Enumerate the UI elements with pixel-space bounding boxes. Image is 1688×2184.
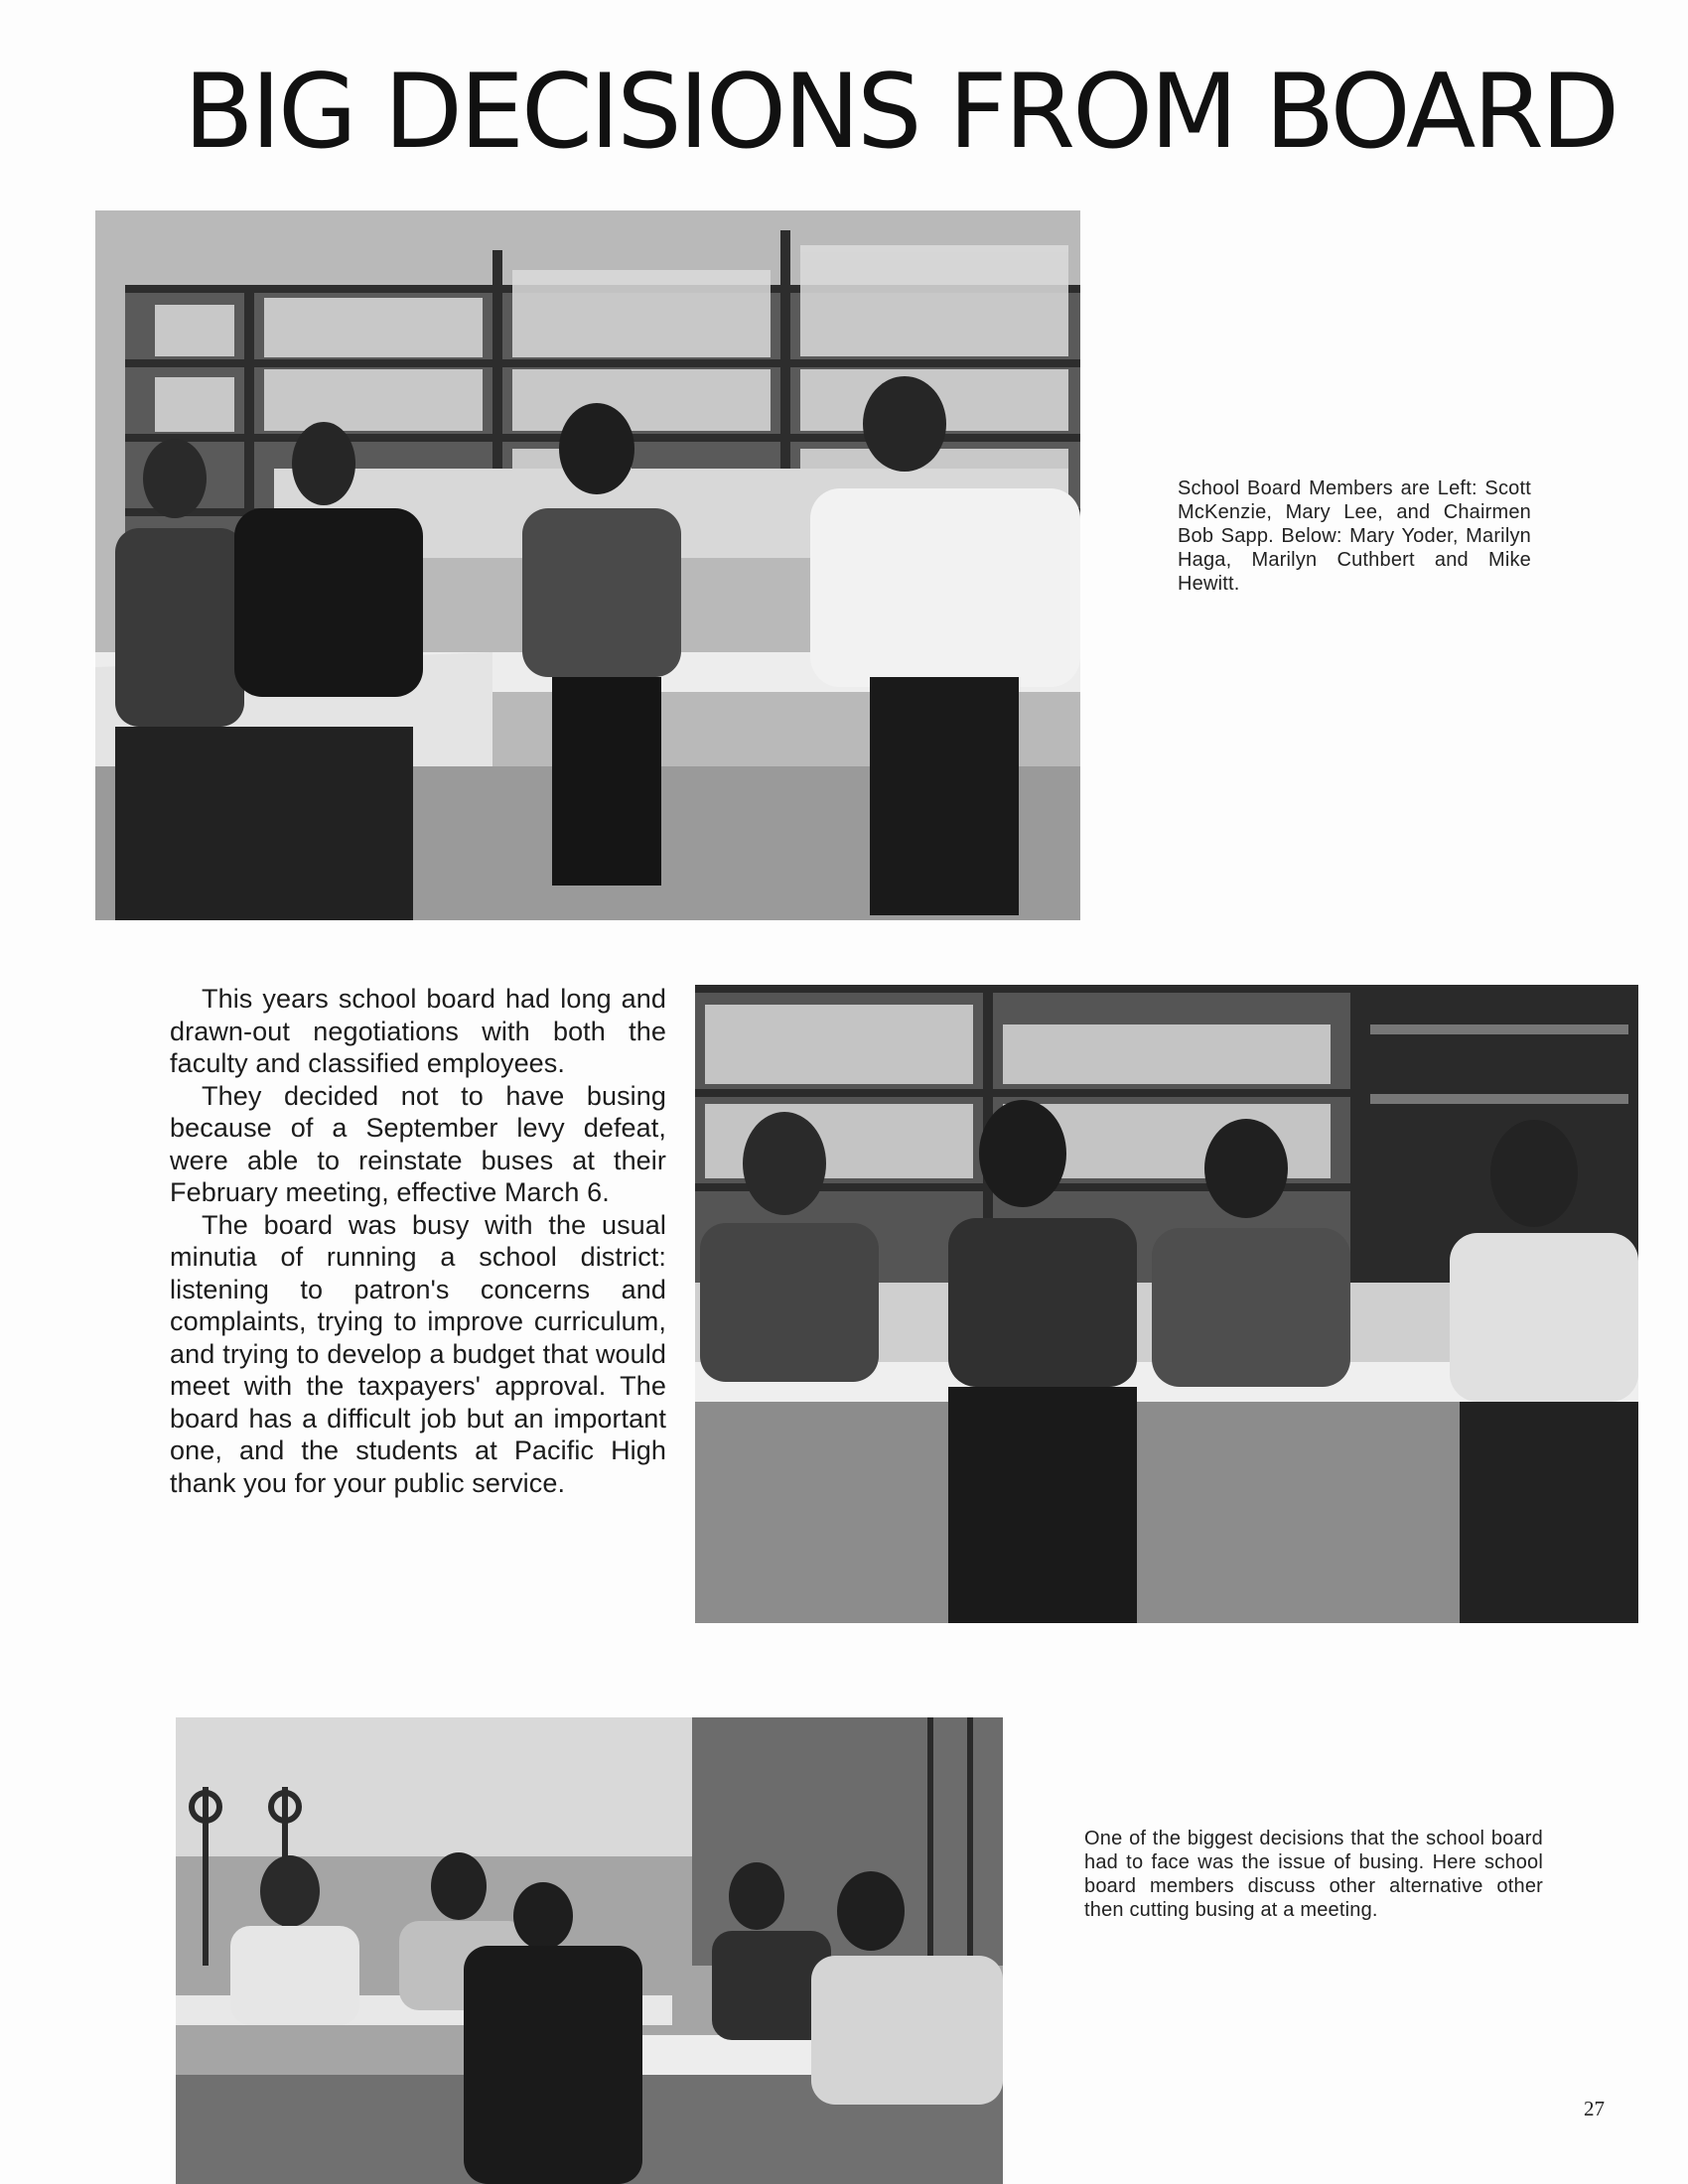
board-members-photo-top [95, 210, 1080, 920]
page-number: 27 [1584, 2097, 1605, 2120]
article-paragraph: The board was busy with the usual minutia of running a school district: listening to patron's concerns and complaints, trying to improve curriculum, and trying to develop a budget that would meet with the taxpayers' approval. The board has a difficult job but an important one, and the students at Pacific High thank you for your public service. [170, 1209, 666, 1498]
photo-caption-top: School Board Members are Left: Scott McKenzie, Mary Lee, and Chairmen Bob Sapp. Below: Mary Yoder, Marilyn Haga, Marilyn Cuthbert and Mike Hewitt. [1178, 478, 1531, 595]
article-paragraph: This years school board had long and drawn-out negotiations with both the faculty and classified employees. [170, 984, 666, 1078]
article-paragraph: They decided not to have busing because of a September levy defeat, were able to reinstate buses at their February meeting, effective March 6. [170, 1080, 666, 1207]
board-members-photo-middle [695, 985, 1638, 1623]
board-meeting-bottom-image [176, 1717, 1003, 2184]
board-meeting-photo-bottom [176, 1717, 1003, 2184]
page-title: BIG DECISIONS FROM BOARD [184, 53, 1618, 172]
article-body [170, 983, 666, 1499]
board-members-middle-image [695, 985, 1638, 1623]
board-members-top-image [95, 210, 1080, 920]
photo-caption-bottom: One of the biggest decisions that the school board had to face was the issue of busing. Here school board members discuss other alternative other then cutting busing at a meeting. [1084, 1828, 1543, 1921]
